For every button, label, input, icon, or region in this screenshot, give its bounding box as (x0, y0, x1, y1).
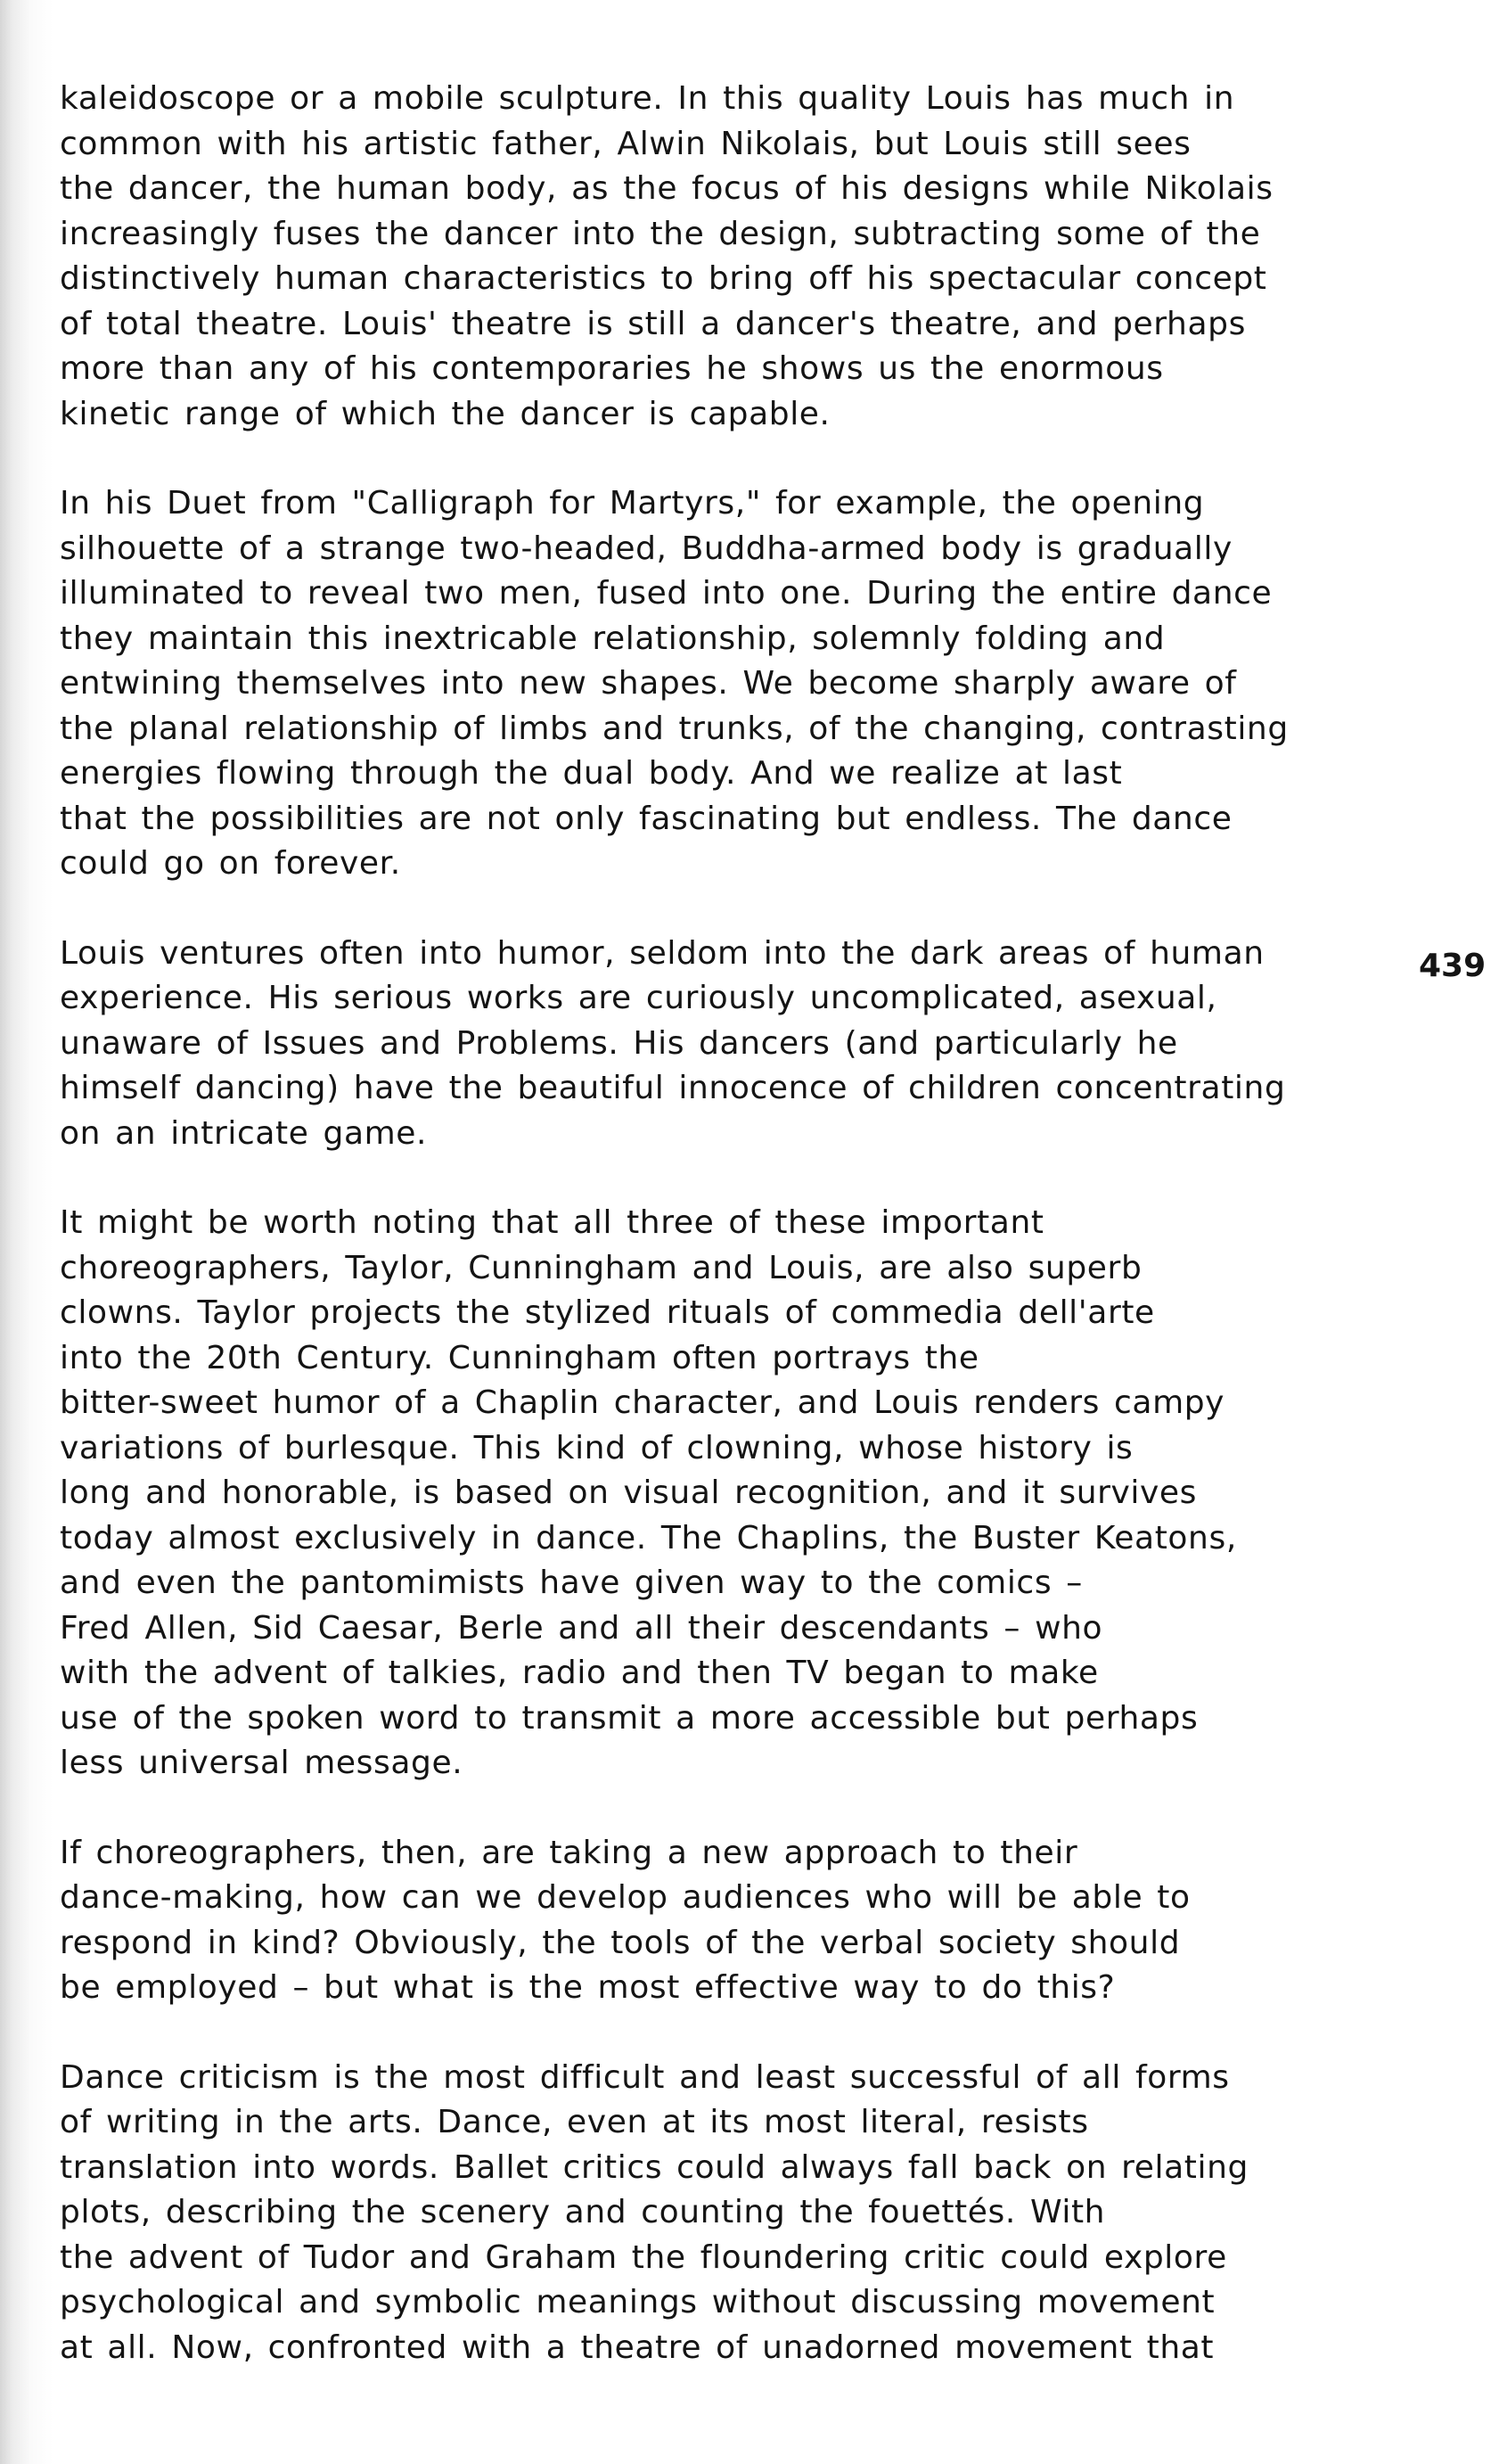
paragraph-4 (60, 1201, 1245, 1786)
text-line: and even the pantomimists have given way to the comics – (60, 1565, 1083, 1601)
text-line: plots, describing the scenery and counting the fouettés. With (60, 2194, 1106, 2230)
page-number: 439 (1419, 948, 1487, 984)
text-line: kinetic range of which the dancer is capable. (60, 395, 831, 432)
text-line: Louis ventures often into humor, seldom into the dark areas of human (60, 934, 1265, 972)
text-line: the planal relationship of limbs and trunks, of the changing, contrasting (60, 710, 1289, 747)
text-line: today almost exclusively in dance. The Chaplins, the Buster Keatons, (60, 1519, 1237, 1556)
text-line: use of the spoken word to transmit a more accessible but perhaps (60, 1699, 1199, 1737)
text-line: bitter-sweet humor of a Chaplin character, and Louis renders campy (60, 1384, 1225, 1421)
paragraph-3 (60, 932, 1286, 1157)
text-line: distinctively human characteristics to bring off his spectacular concept (60, 260, 1267, 297)
text-line: If choreographers, then, are taking a new approach to their (60, 1834, 1078, 1871)
text-line: the advent of Tudor and Graham the floundering critic could explore (60, 2238, 1227, 2276)
text-line: long and honorable, is based on visual recognition, and it survives (60, 1474, 1198, 1511)
text-line: In his Duet from "Calligraph for Martyrs," for example, the opening (60, 485, 1205, 522)
text-line: that the possibilities are not only fascinating but endless. The dance (60, 800, 1233, 837)
text-line: Dance criticism is the most difficult and least successful of all forms (60, 2058, 1230, 2096)
text-line: unaware of Issues and Problems. His dancers (and particularly he (60, 1024, 1178, 1062)
text-line: on an intricate game. (60, 1114, 428, 1152)
text-line: they maintain this inextricable relationship, solemnly folding and (60, 620, 1166, 657)
text-line: psychological and symbolic meanings without discussing movement (60, 2284, 1216, 2320)
text-line: himself dancing) have the beautiful innocence of children concentrating (60, 1070, 1286, 1106)
text-line: kaleidoscope or a mobile sculpture. In this quality Louis has much in (60, 80, 1235, 117)
text-line: silhouette of a strange two-headed, Buddha-armed body is gradually (60, 530, 1233, 567)
text-line: could go on forever. (60, 845, 401, 882)
text-line: energies flowing through the dual body. And we realize at last (60, 755, 1123, 792)
text-line: choreographers, Taylor, Cunningham and Louis, are also superb (60, 1249, 1143, 1286)
text-line: with the advent of talkies, radio and then TV began to make (60, 1655, 1099, 1691)
text-line: variations of burlesque. This kind of clowning, whose history is (60, 1429, 1134, 1466)
text-line: experience. His serious works are curiously uncomplicated, asexual, (60, 980, 1217, 1016)
body-text (60, 77, 1289, 2415)
text-line: Fred Allen, Sid Caesar, Berle and all their descendants – who (60, 1609, 1103, 1647)
text-line: of total theatre. Louis' theatre is still a dancer's theatre, and perhaps (60, 305, 1246, 342)
text-line: less universal message. (60, 1745, 463, 1781)
text-line: of writing in the arts. Dance, even at its most literal, resists (60, 2104, 1089, 2140)
text-line: respond in kind? Obviously, the tools of the verbal society should (60, 1924, 1181, 1961)
text-line: increasingly fuses the dancer into the design, subtracting some of the (60, 215, 1261, 252)
text-line: It might be worth noting that all three of these important (60, 1204, 1044, 1241)
text-line: the dancer, the human body, as the focus of his designs while Nikolais (60, 170, 1274, 207)
text-line: more than any of his contemporaries he shows us the enormous (60, 350, 1164, 387)
text-line: entwining themselves into new shapes. We become sharply aware of (60, 665, 1237, 702)
text-line: clowns. Taylor projects the stylized rituals of commedia dell'arte (60, 1294, 1155, 1331)
text-line: be employed – but what is the most effective way to do this? (60, 1969, 1116, 2006)
paragraph-2 (60, 481, 1289, 887)
paragraph-1 (60, 77, 1274, 437)
text-line: translation into words. Ballet critics could always fall back on relating (60, 2148, 1249, 2186)
paragraph-5 (60, 1831, 1245, 2011)
text-line: common with his artistic father, Alwin Nikolais, but Louis still sees (60, 125, 1192, 162)
text-line: illuminated to reveal two men, fused into one. During the entire dance (60, 575, 1273, 612)
text-line: dance-making, how can we develop audiences who will be able to (60, 1879, 1191, 1916)
text-line: into the 20th Century. Cunningham often portrays the (60, 1339, 979, 1376)
paragraph-6 (60, 2056, 1249, 2371)
text-line: at all. Now, confronted with a theatre of unadorned movement that (60, 2328, 1215, 2366)
